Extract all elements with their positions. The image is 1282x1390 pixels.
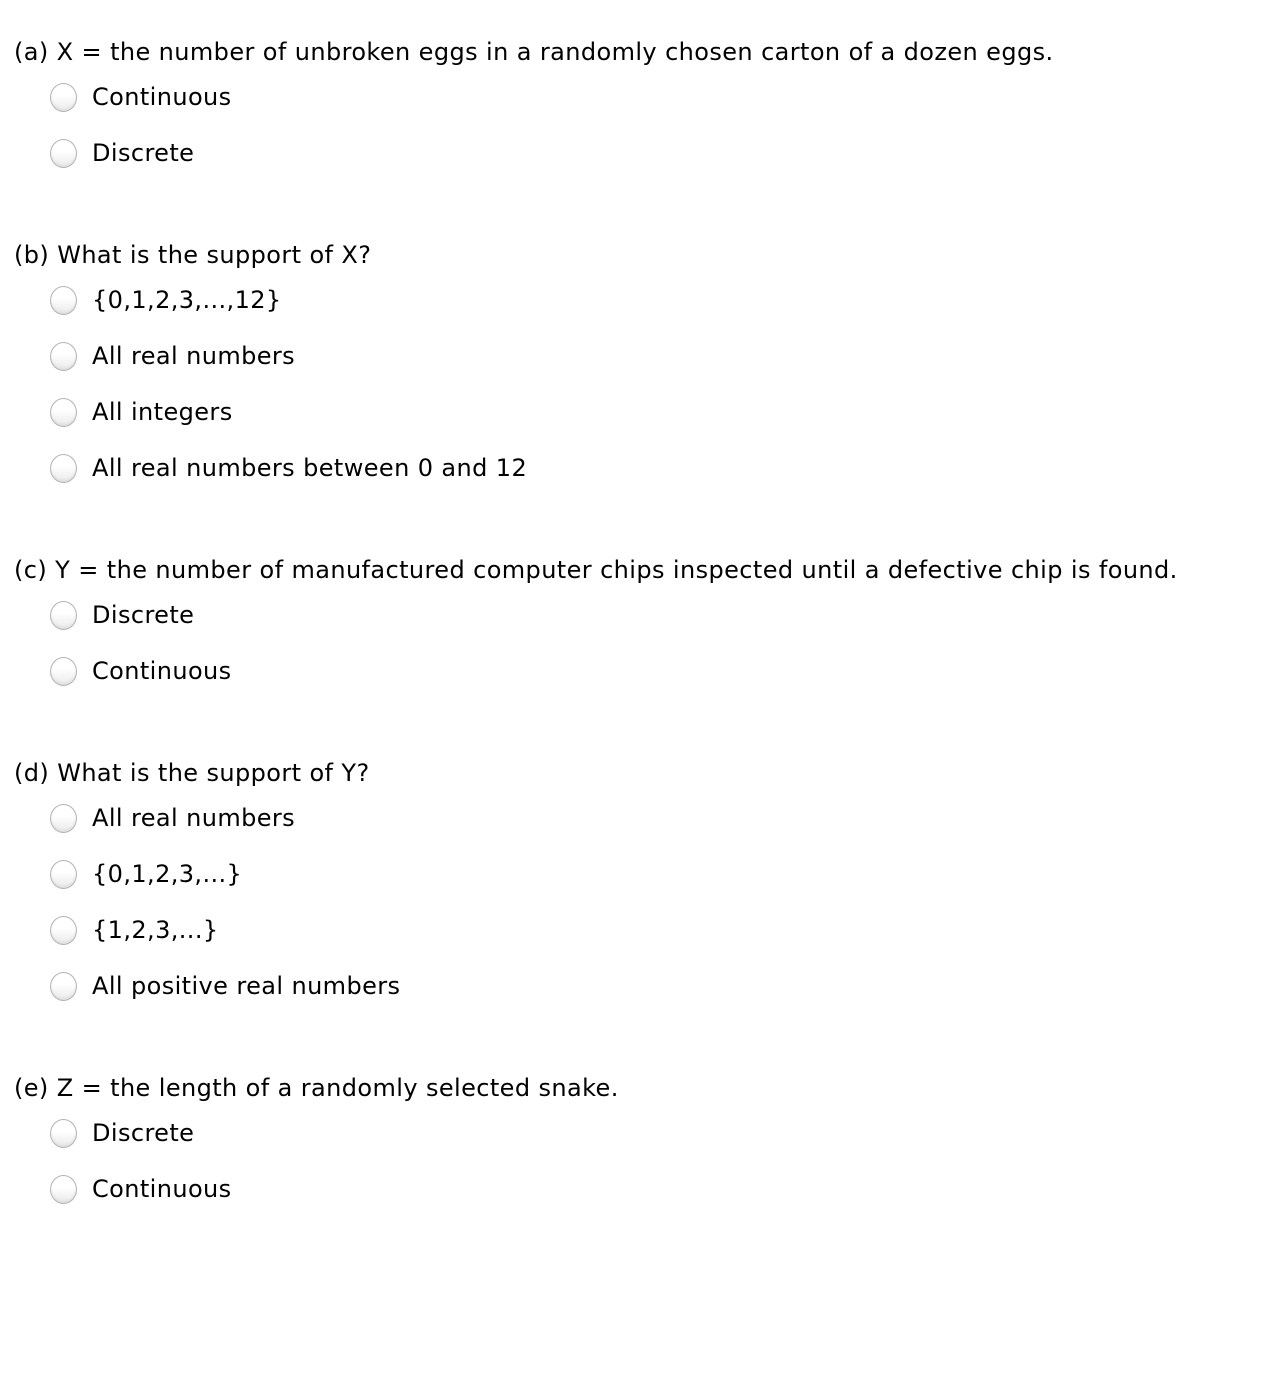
question-d <box>14 757 1272 1001</box>
radio-option-d-set-1-2-3[interactable] <box>50 916 1272 945</box>
radio-button[interactable] <box>50 342 77 371</box>
radio-option-e-discrete[interactable] <box>50 1119 1272 1148</box>
option-label: Continuous <box>92 1175 232 1203</box>
question-prompt: (d) What is the support of Y? <box>14 759 370 787</box>
radio-button[interactable] <box>50 860 77 889</box>
radio-button[interactable] <box>50 286 77 315</box>
option-label: Continuous <box>92 657 232 685</box>
radio-button[interactable] <box>50 1119 77 1148</box>
option-label: All positive real numbers <box>92 972 401 1000</box>
radio-option-a-continuous[interactable] <box>50 83 1272 112</box>
radio-button[interactable] <box>50 657 77 686</box>
question-c <box>14 554 1272 686</box>
option-label: {1,2,3,...} <box>92 916 219 944</box>
option-label: All integers <box>92 398 233 426</box>
radio-option-a-discrete[interactable] <box>50 139 1272 168</box>
question-prompt: (e) Z = the length of a randomly selected snake. <box>14 1074 619 1102</box>
option-label: All real numbers <box>92 342 296 370</box>
question-b <box>14 239 1272 483</box>
radio-option-d-all-positive-real-numbers[interactable] <box>50 972 1272 1001</box>
radio-option-b-all-real-between-0-and-12[interactable] <box>50 454 1272 483</box>
option-label: {0,1,2,3,...} <box>92 860 243 888</box>
option-label: Discrete <box>92 139 195 167</box>
radio-button[interactable] <box>50 83 77 112</box>
question-c-options <box>50 601 1272 686</box>
radio-button[interactable] <box>50 972 77 1001</box>
radio-button[interactable] <box>50 804 77 833</box>
question-a-options <box>50 83 1272 168</box>
option-label: Discrete <box>92 601 195 629</box>
question-d-options <box>50 804 1272 1001</box>
radio-button[interactable] <box>50 139 77 168</box>
question-prompt: (a) X = the number of unbroken eggs in a randomly chosen carton of a dozen eggs. <box>14 38 1054 66</box>
radio-option-c-continuous[interactable] <box>50 657 1272 686</box>
radio-option-d-set-0-1-2-3[interactable] <box>50 860 1272 889</box>
radio-button[interactable] <box>50 454 77 483</box>
option-label: {0,1,2,3,...,12} <box>92 286 282 314</box>
radio-option-b-all-integers[interactable] <box>50 398 1272 427</box>
option-label: Discrete <box>92 1119 195 1147</box>
radio-option-c-discrete[interactable] <box>50 601 1272 630</box>
radio-button[interactable] <box>50 398 77 427</box>
question-e <box>14 1072 1272 1204</box>
question-prompt: (b) What is the support of X? <box>14 241 372 269</box>
question-e-options <box>50 1119 1272 1204</box>
option-label: All real numbers between 0 and 12 <box>92 454 528 482</box>
radio-option-b-all-real-numbers[interactable] <box>50 342 1272 371</box>
question-prompt: (c) Y = the number of manufactured computer chips inspected until a defective chip is found. <box>14 556 1178 584</box>
radio-option-d-all-real-numbers[interactable] <box>50 804 1272 833</box>
radio-option-b-set-0-to-12[interactable] <box>50 286 1272 315</box>
option-label: Continuous <box>92 83 232 111</box>
radio-button[interactable] <box>50 601 77 630</box>
radio-option-e-continuous[interactable] <box>50 1175 1272 1204</box>
question-a <box>14 36 1272 168</box>
question-b-options <box>50 286 1272 483</box>
radio-button[interactable] <box>50 1175 77 1204</box>
radio-button[interactable] <box>50 916 77 945</box>
option-label: All real numbers <box>92 804 296 832</box>
